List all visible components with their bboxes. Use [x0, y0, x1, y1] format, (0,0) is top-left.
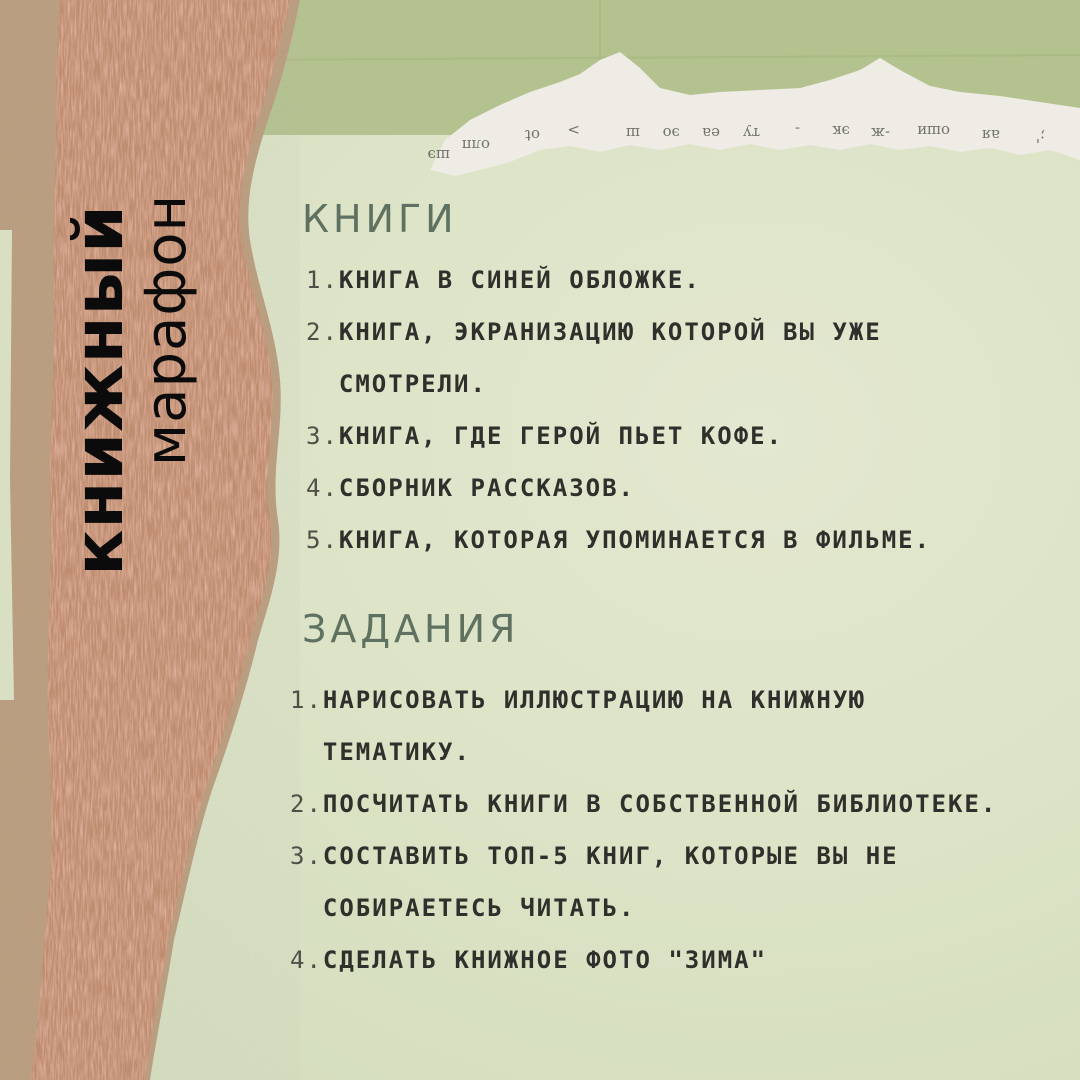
list-item — [306, 514, 931, 566]
books-heading: КНИГИ — [302, 197, 458, 241]
svg-text:шэ: шэ — [427, 146, 450, 164]
svg-text:-ж: -ж — [871, 124, 890, 142]
svg-text:эк: эк — [832, 122, 850, 140]
list-item-text: КНИГА, ЭКРАНИЗАЦИЮ КОТОРОЙ ВЫ УЖЕ — [338, 318, 882, 346]
list-item-text: ПОСЧИТАТЬ КНИГИ В СОБСТВЕННОЙ БИБЛИОТЕКЕ. — [322, 790, 998, 818]
list-item-number: 3. — [290, 842, 323, 870]
svg-text:ая: ая — [981, 126, 1000, 144]
svg-text:;': ;' — [1035, 128, 1045, 146]
svg-text:-: - — [794, 120, 800, 138]
svg-text:ту: ту — [742, 124, 760, 142]
list-item-text-continued: ТЕМАТИКУ. — [322, 738, 471, 766]
svg-text:оши: оши — [917, 122, 950, 140]
svg-text:ш: ш — [626, 124, 640, 142]
list-item-number: 1. — [306, 266, 339, 294]
list-item-text: СДЕЛАТЬ КНИЖНОЕ ФОТО "ЗИМА" — [322, 946, 768, 974]
list-item-text-continued: СОБИРАЕТЕСЬ ЧИТАТЬ. — [322, 894, 636, 922]
svg-text:олп: олп — [461, 136, 490, 154]
list-item — [306, 410, 931, 462]
svg-text:>: > — [567, 121, 580, 139]
list-item — [306, 254, 931, 306]
list-item — [306, 306, 931, 410]
list-item — [290, 674, 997, 778]
list-item-text: КНИГА, ГДЕ ГЕРОЙ ПЬЕТ КОФЕ. — [338, 422, 784, 450]
svg-text:эо: эо — [662, 124, 680, 142]
svg-text:еа: еа — [702, 124, 720, 142]
books-list — [306, 254, 931, 566]
list-item-text: НАРИСОВАТЬ ИЛЛЮСТРАЦИЮ НА КНИЖНУЮ — [322, 686, 866, 714]
list-item-number: 2. — [290, 790, 323, 818]
title-line-2: марафон — [134, 193, 199, 467]
svg-text:ot: ot — [524, 126, 540, 144]
list-item-text: КНИГА, КОТОРАЯ УПОМИНАЕТСЯ В ФИЛЬМЕ. — [338, 526, 932, 554]
list-item-text: КНИГА В СИНЕЙ ОБЛОЖКЕ. — [338, 266, 701, 294]
list-item-number: 4. — [306, 474, 339, 502]
list-item-number: 4. — [290, 946, 323, 974]
tasks-list — [290, 674, 997, 986]
title-block — [60, 193, 199, 576]
list-item-number: 5. — [306, 526, 339, 554]
list-item — [290, 934, 997, 986]
list-item — [290, 778, 997, 830]
list-item — [306, 462, 931, 514]
list-item-number: 2. — [306, 318, 339, 346]
list-item-text-continued: СМОТРЕЛИ. — [338, 370, 487, 398]
list-item-number: 3. — [306, 422, 339, 450]
list-item-number: 1. — [290, 686, 323, 714]
title-line-1: книжный — [60, 204, 139, 576]
list-item-text: СОСТАВИТЬ ТОП-5 КНИГ, КОТОРЫЕ ВЫ НЕ — [322, 842, 899, 870]
list-item — [290, 830, 997, 934]
list-item-text: СБОРНИК РАССКАЗОВ. — [338, 474, 635, 502]
tasks-heading: ЗАДАНИЯ — [302, 607, 520, 651]
